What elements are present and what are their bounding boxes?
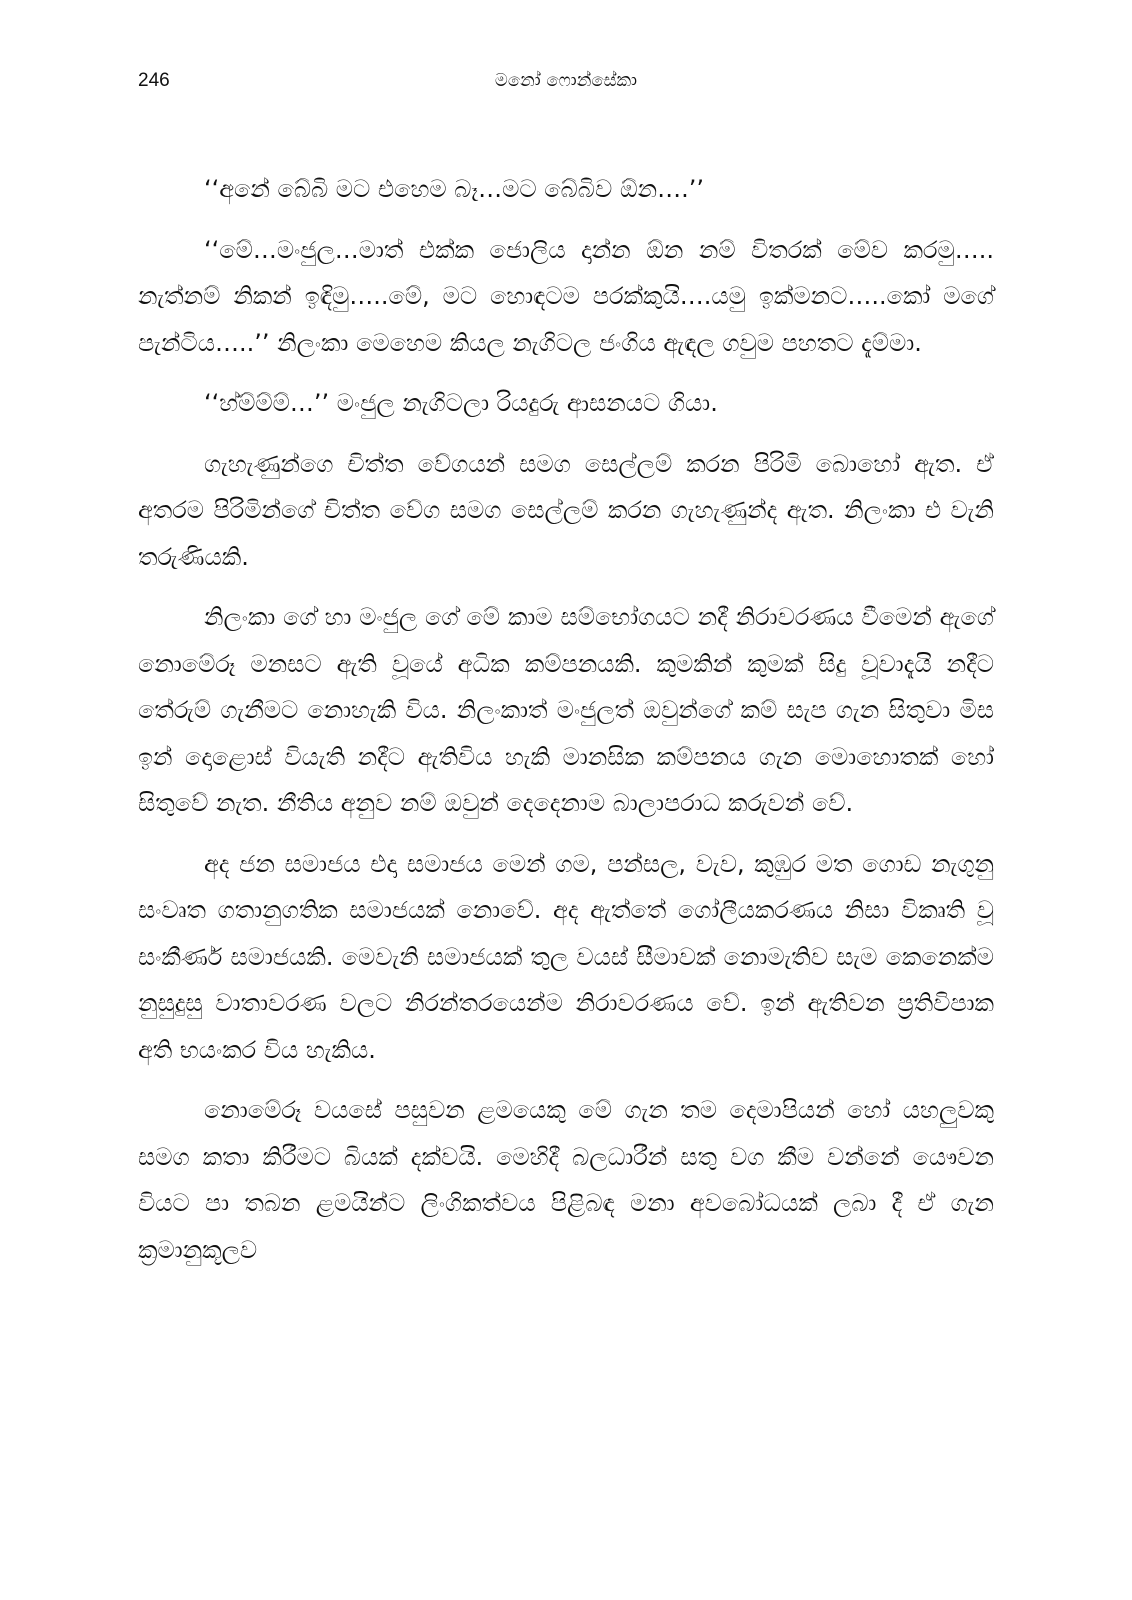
paragraph-3: ‘‘හ්ම්ම්ම්…’’ මංජුල නැගිටලා රියදුරු ආසනයට ගියා. bbox=[204, 389, 718, 417]
page-number: 246 bbox=[138, 70, 170, 91]
paragraph-1: ‘‘අනේ බේබි මට එහෙම බෑ…මට බේබිව ඕන….’’ bbox=[204, 175, 705, 203]
paragraph-5: නිලංකා ගේ හා මංජුල ගේ මේ කාම සම්භෝගයට නදී නිරාවරණය වීමෙන් ඇගේ නොමේරූ මනසට ඇති වූයේ අධික කම්පනයකි. කුමකින් කුමක් සිදු වූවාදැයි නදීට තේරුම් ගැනීමට නොහැකි විය. නිලංකාත් මංජුලත් ඔවුන්ගේ කම් සැප ගැන සිතුවා මිස ඉන් දොළොස් වියැති නදීට ඇතිවිය හැකි මානසික කම්පනය ගැන මොහොතක් හෝ සිතුවේ නැත. නීතිය අනුව නම් ඔවුන් දෙදෙනාම බාලාපරාධ කරුවන් වේ. bbox=[138, 603, 994, 817]
body-text bbox=[138, 166, 994, 1287]
paragraph-6: අද ජන සමාජය එදා සමාජය මෙන් ගම, පන්සල, වැව, කුඹුර මත ගොඩ නැගුනු සංවෘත ගතානුගතික සමාජයක් නොවේ. අද ඇත්තේ ගෝලීයකරණය නිසා විකෘති වූ සංකීර්ණ සමාජයකි. මෙවැනි සමාජයක් තුල වයස් සීමාවක් නොමැතිව සැම කෙනෙක්ම නුසුදුසු වාතාවරණ වලට නිරන්තරයෙන්ම නිරාවරණය වේ. ඉන් ඇතිවන ප්‍රතිවිපාක අති භයංකර විය හැකිය. bbox=[138, 849, 994, 1064]
page-header bbox=[138, 70, 994, 102]
paragraph-7: නොමේරූ වයසේ පසුවන ළමයෙකු මේ ගැන තම දෙමාපියන් හෝ යහලුවකු සමග කතා කිරීමට බියක් දක්වයි. මෙහිදී බලධාරීන් සතු වග කීම වන්නේ යෞවන වියට පා තබන ළමයින්ට ලිංගිකත්වය පිළිබඳ මනා අවබෝධයක් ලබා දී ඒ ගැන ක්‍රමානුකූලව bbox=[138, 1096, 994, 1264]
paragraph-4: ගැහැණුන්ගෙ චිත්ත වේගයන් සමග සෙල්ලම් කරන පිරිමි බොහෝ ඇත. ඒ අතරම පිරිමින්ගේ චිත්ත වේග සමග සෙල්ලම් කරන ගැහැණුන්ද ඇත. නිලංකා එ වැනි තරුණියකි. bbox=[138, 449, 994, 571]
running-title: මනෝ ෆොන්සේකා bbox=[494, 70, 638, 91]
paragraph-2: ‘‘මේ…මංජුල…මාත් එක්ක ජොලිය දාන්න ඕන නම් විතරක් මේව කරමු….. නැත්නම් නිකන් ඉඳිමු…..මේ, මට හොඳටම පරක්කුයි….යමු ඉක්මනට…..කෝ මගේ පැන්ටිය…..’’ නිලංකා මෙහෙම කියල නැගිටල ජංගිය ඇඳල ගවුම පහතට දැම්මා. bbox=[138, 235, 994, 357]
